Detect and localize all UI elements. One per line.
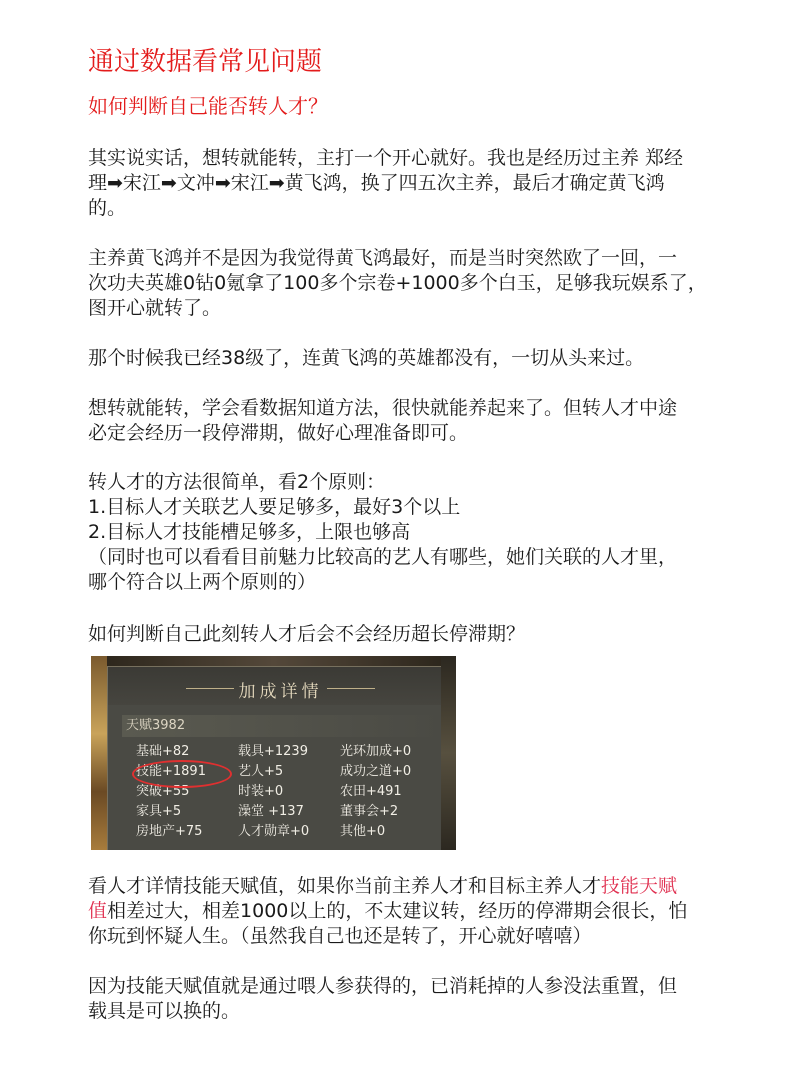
screenshot-left-decoration [91,656,107,850]
panel-header [108,667,453,705]
article-title: 通过数据看常见问题 [88,47,323,77]
stat-skill: 技能+1891 [136,764,206,779]
paragraph-line: 必定会经历一段停滞期，做好心理准备即可。 [88,422,469,444]
paragraph-1 [88,146,738,221]
paragraph-line: 1.目标人才关联艺人要足够多，最好3个以上 [88,496,461,518]
paragraph-line: 次功夫英雄0钻0氪拿了100多个宗卷+1000多个白玉，足够我玩娱系了， [88,272,707,294]
stat-furniture: 家具+5 [136,804,182,819]
stat-breakthrough: 突破+55 [136,784,190,799]
stat-board: 董事会+2 [340,804,399,819]
paragraph-text: 相差过大，相差1000以上的，不太建议转，经历的停滞期会很长，怕 [107,900,688,922]
stat-farmland: 农田+491 [340,784,402,799]
stat-artist: 艺人+5 [238,764,284,779]
stat-bathhouse: 澡堂 +137 [238,804,304,819]
stat-real-estate: 房地产+75 [136,824,203,839]
skill-highlight-circle [132,760,232,788]
paragraph-line [88,874,738,899]
paragraph-line: 主养黄飞鸿并不是因为我觉得黄飞鸿最好，而是当时突然欧了一回，一 [88,247,678,269]
paragraph-line: 其实说实话，想转就能转，主打一个开心就好。我也是经历过主养 郑经 [88,147,684,169]
game-screenshot [91,656,456,850]
paragraph-2 [88,246,738,321]
paragraph-line: 图开心就转了。 [88,297,222,319]
stat-other: 其他+0 [340,824,386,839]
paragraph-5 [88,470,738,595]
paragraph-line: 理➡宋江➡文冲➡宋江➡黄飞鸿，换了四五次主养，最后才确定黄飞鸿 [88,172,665,194]
paragraph-3 [88,346,738,371]
stat-aura: 光环加成+0 [340,744,412,759]
panel-header-title: 加成详情 [238,682,323,702]
paragraph-line: 想转就能转，学会看数据知道方法，很快就能养起来了。但转人才中途 [88,397,678,419]
paragraph-line: 你玩到怀疑人生。（虽然我自己也还是转了，开心就好嘻嘻） [88,925,592,947]
paragraph-line: 因为技能天赋值就是通过喂人参获得的，已消耗掉的人参没法重置，但 [88,975,678,997]
paragraph-line: （同时也可以看看目前魅力比较高的艺人有哪些，她们关联的人才里， [88,546,678,568]
screenshot-right-decoration [441,656,456,850]
paragraph-4 [88,396,738,446]
paragraph-line: 哪个符合以上两个原则的） [88,571,317,593]
highlight-text: 值 [88,900,108,922]
paragraph-6 [88,622,738,647]
header-rule-right [327,688,375,689]
paragraph-text: 看人才详情技能天赋值，如果你当前主养人才和目标主养人才 [88,875,602,897]
article-subtitle: 如何判断自己能否转人才？ [88,94,328,118]
paragraph-line [88,899,738,924]
paragraph-line: 载具是可以换的。 [88,1000,241,1022]
paragraph-7 [88,874,738,949]
talent-total: 天赋3982 [122,715,444,737]
paragraph-line: 转人才的方法很简单，看2个原则： [88,471,386,493]
stat-success-way: 成功之道+0 [340,764,412,779]
paragraph-line: 如何判断自己此刻转人才后会不会经历超长停滞期？ [88,623,526,645]
stat-base: 基础+82 [136,744,190,759]
stat-vehicle: 载具+1239 [238,744,308,759]
paragraph-line: 2.目标人才技能槽足够多，上限也够高 [88,521,411,543]
stat-talent-medal: 人才勋章+0 [238,824,310,839]
highlight-text: 技能天赋 [601,875,678,897]
paragraph-8 [88,974,738,1024]
paragraph-line: 的。 [88,197,127,219]
paragraph-line: 那个时候我已经38级了，连黄飞鸿的英雄都没有，一切从头来过。 [88,347,645,369]
stat-fashion: 时装+0 [238,784,284,799]
bonus-detail-panel [107,666,454,850]
